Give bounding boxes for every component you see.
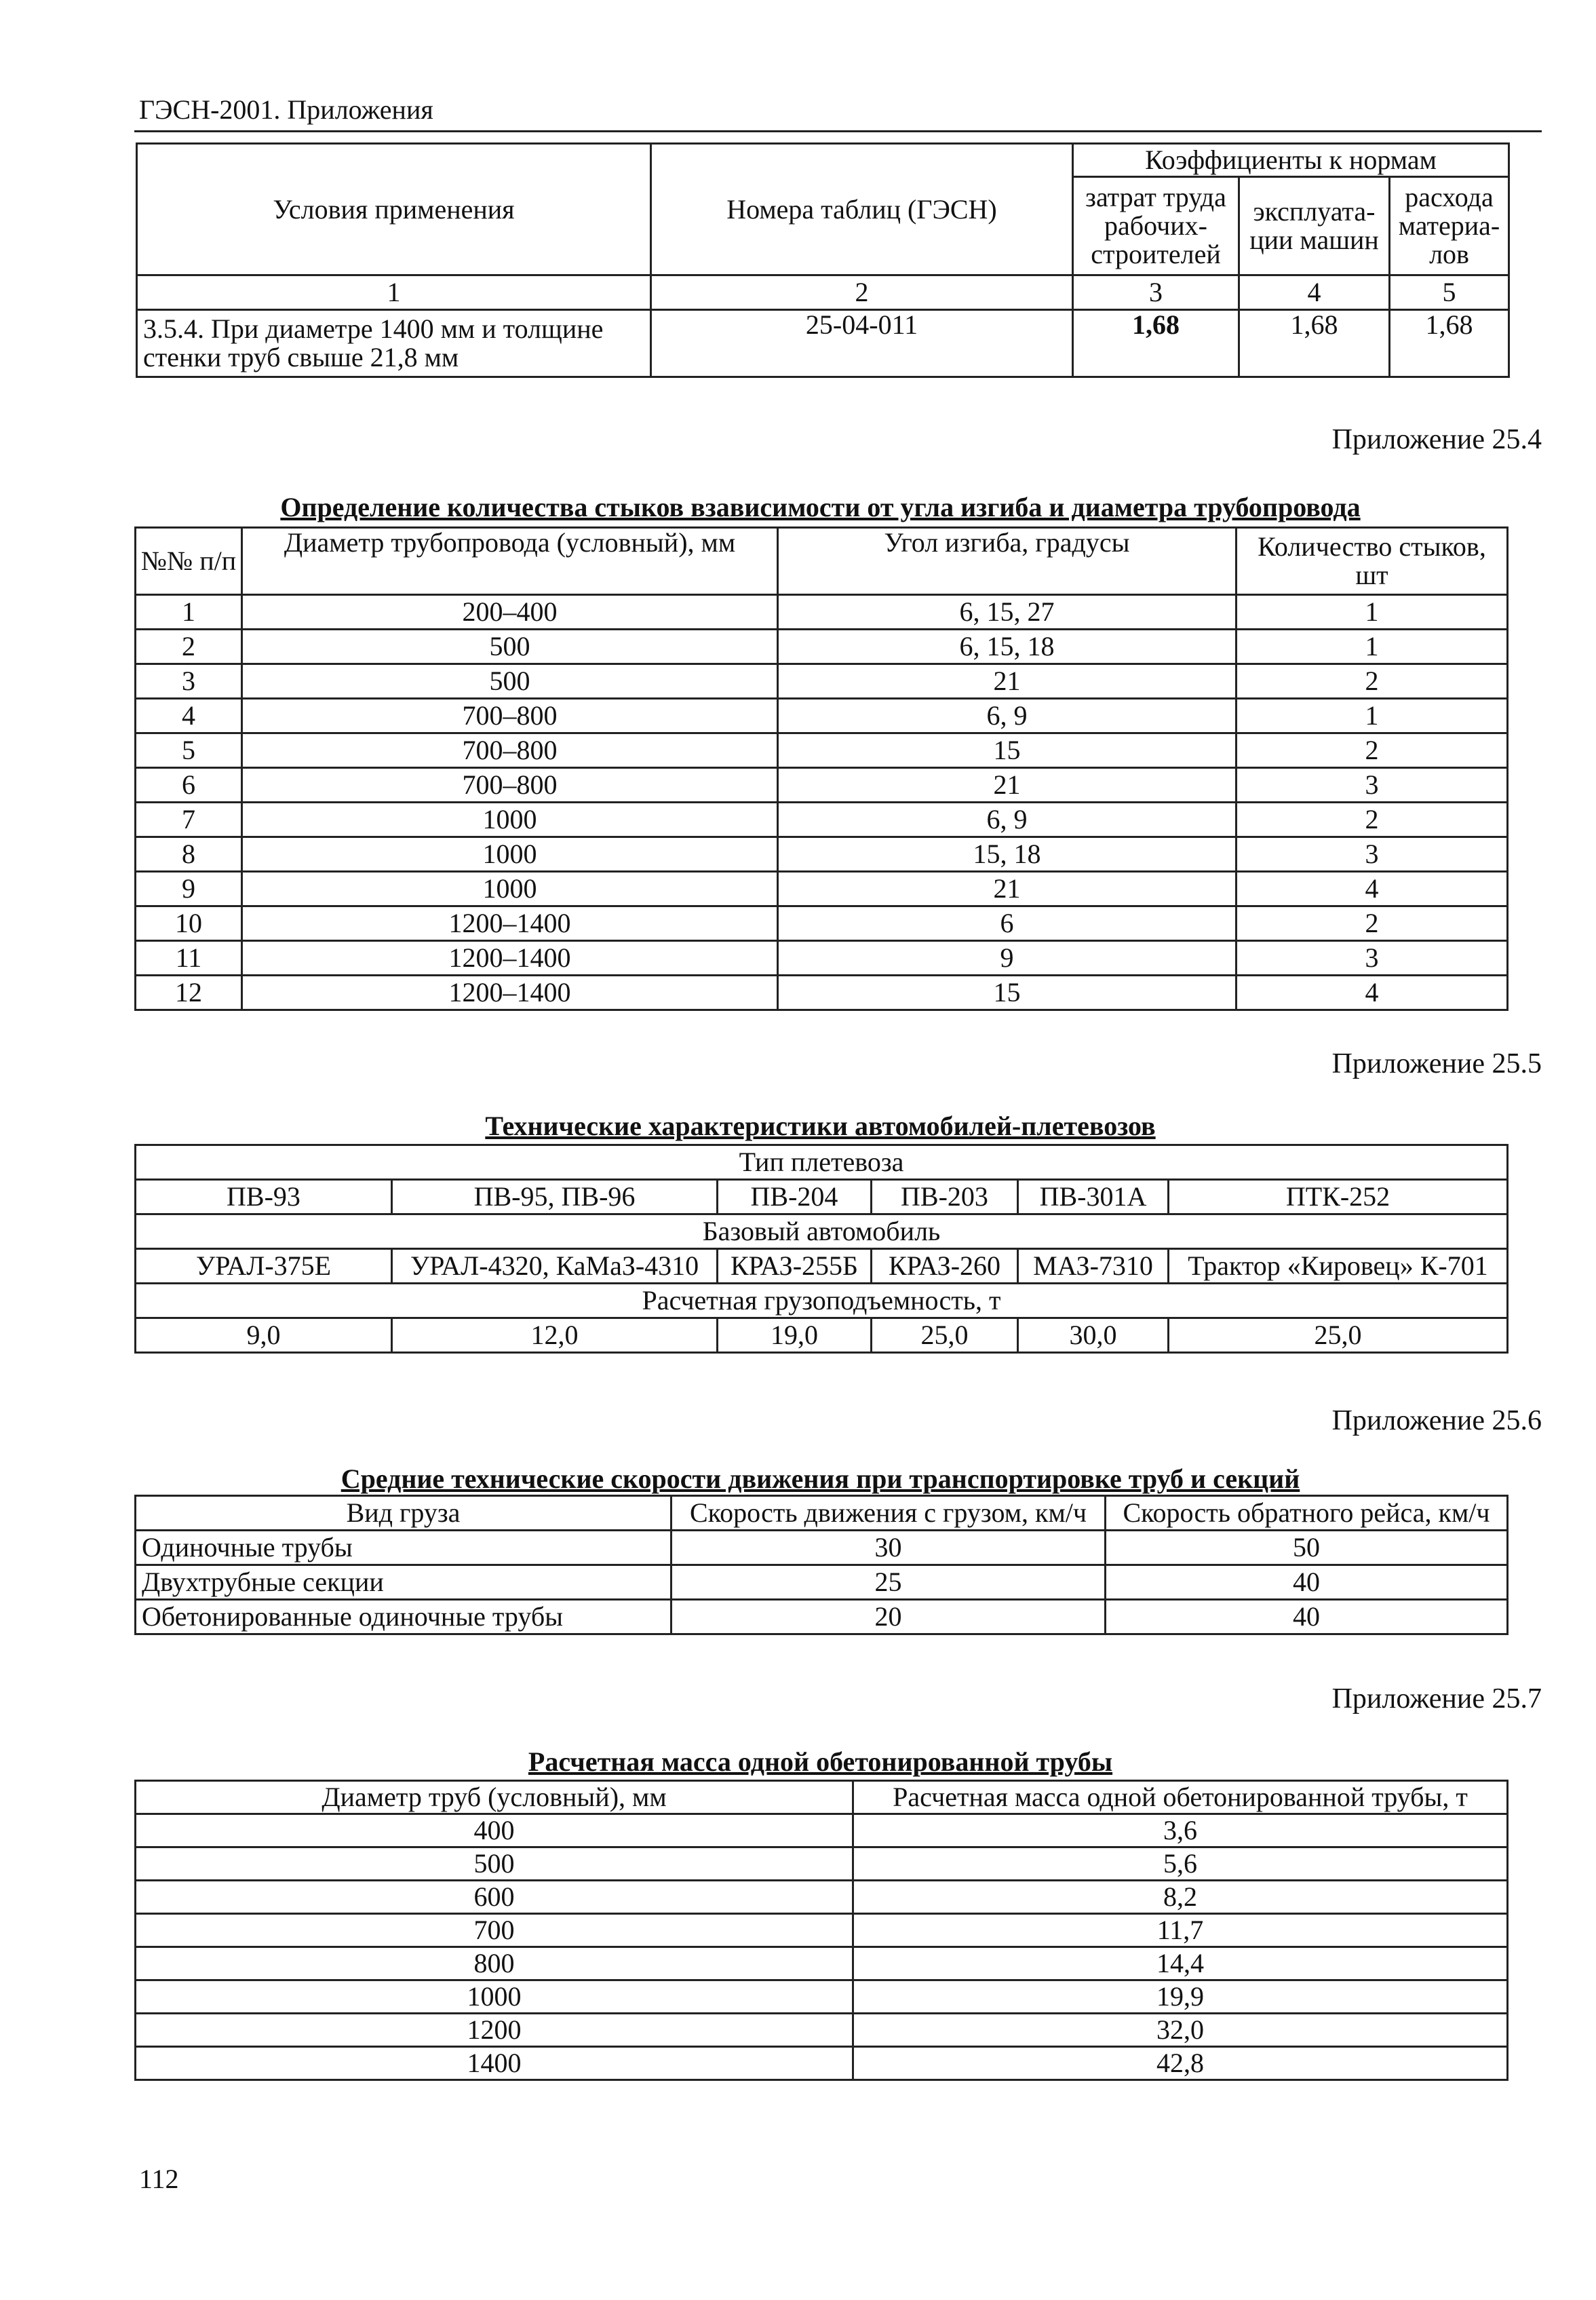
angle-cell: 21	[778, 872, 1237, 906]
angle-cell: 21	[778, 664, 1237, 699]
diameter-cell: 400	[136, 1814, 853, 1847]
subheader-machines: эксплуата-ции машин	[1239, 177, 1390, 275]
number-cell: 3	[136, 664, 242, 699]
mass-cell: 3,6	[853, 1814, 1508, 1847]
tables-cell: 25-04-011	[651, 310, 1073, 377]
col-header-joints: Количество стыков, шт	[1237, 528, 1508, 595]
diameter-cell: 500	[242, 630, 778, 664]
mass-cell: 32,0	[853, 2014, 1508, 2047]
table-row	[136, 1847, 1508, 1881]
table-header-row	[136, 1496, 1508, 1531]
type-cell: ПВ-95, ПВ-96	[392, 1180, 718, 1214]
number-cell: 11	[136, 941, 242, 976]
diameter-cell: 800	[136, 1947, 853, 1980]
capacity-cell: 12,0	[392, 1318, 718, 1353]
column-number-row	[137, 275, 1509, 310]
angle-cell: 6, 15, 18	[778, 630, 1237, 664]
diameter-cell: 600	[136, 1881, 853, 1914]
diameter-cell: 1200–1400	[242, 941, 778, 976]
coefficients-table	[136, 142, 1510, 378]
mass-cell: 42,8	[853, 2047, 1508, 2080]
diameter-cell: 700	[136, 1914, 853, 1947]
col-number: 5	[1390, 275, 1509, 310]
table-row	[136, 1600, 1508, 1634]
capacity-cell: 9,0	[136, 1318, 392, 1353]
col-number: 3	[1073, 275, 1239, 310]
number-cell: 6	[136, 768, 242, 803]
capacity-header: Расчетная грузоподъемность, т	[136, 1284, 1508, 1318]
number-cell: 7	[136, 803, 242, 837]
diameter-cell: 1000	[136, 1980, 853, 2014]
diameter-cell: 1000	[242, 837, 778, 872]
pipe-carriers-table	[134, 1144, 1509, 1354]
type-cell: ПВ-204	[718, 1180, 872, 1214]
appendix-label: Приложение 25.4	[1331, 424, 1542, 455]
col-header-cargo: Вид груза	[136, 1496, 672, 1531]
number-cell: 10	[136, 906, 242, 941]
speeds-table	[134, 1495, 1509, 1635]
page-number: 112	[139, 2164, 179, 2194]
base-cell: УРАЛ-375Е	[136, 1249, 392, 1284]
joints-cell: 2	[1237, 803, 1508, 837]
col-header-number: №№ п/п	[136, 528, 242, 595]
table-row	[136, 803, 1508, 837]
table-row	[136, 1814, 1508, 1847]
joints-cell: 3	[1237, 837, 1508, 872]
table-row	[136, 595, 1508, 630]
cargo-cell: Одиночные трубы	[136, 1531, 672, 1565]
joints-cell: 1	[1237, 630, 1508, 664]
value-cell: 1,68	[1239, 310, 1390, 377]
running-head: ГЭСН-2001. Приложения	[139, 94, 433, 125]
capacity-cell: 25,0	[872, 1318, 1018, 1353]
condition-cell: 3.5.4. При диаметре 1400 мм и толщине стенки труб свыше 21,8 мм	[137, 310, 651, 377]
appendix-label: Приложение 25.7	[1331, 1683, 1542, 1714]
angle-cell: 15	[778, 976, 1237, 1010]
joints-cell: 1	[1237, 595, 1508, 630]
angle-cell: 6, 15, 27	[778, 595, 1237, 630]
diameter-cell: 1200–1400	[242, 976, 778, 1010]
joints-table	[134, 526, 1509, 1011]
table-row	[136, 733, 1508, 768]
diameter-cell: 1000	[242, 803, 778, 837]
col-header-angle: Угол изгиба, градусы	[778, 528, 1237, 595]
type-cell: ПВ-301А	[1018, 1180, 1169, 1214]
base-cell: УРАЛ-4320, КаМаЗ-4310	[392, 1249, 718, 1284]
table-row	[136, 906, 1508, 941]
joints-cell: 3	[1237, 768, 1508, 803]
capacity-cell: 19,0	[718, 1318, 872, 1353]
table-row	[136, 1914, 1508, 1947]
type-cell: ПВ-203	[872, 1180, 1018, 1214]
subheader-labor: затрат труда рабочих-строителей	[1073, 177, 1239, 275]
type-cell: ПВ-93	[136, 1180, 392, 1214]
col-header-coefficients: Коэффициенты к нормам	[1073, 144, 1509, 177]
subheader-materials: расхода материа-лов	[1390, 177, 1509, 275]
pipe-mass-table	[134, 1780, 1509, 2081]
base-cell: МАЗ-7310	[1018, 1249, 1169, 1284]
angle-cell: 15, 18	[778, 837, 1237, 872]
angle-cell: 21	[778, 768, 1237, 803]
table-row	[136, 1881, 1508, 1914]
table-row	[136, 699, 1508, 733]
col-header-loaded-speed: Скорость движения с грузом, км/ч	[672, 1496, 1106, 1531]
base-cell: КРАЗ-260	[872, 1249, 1018, 1284]
capacity-cell: 30,0	[1018, 1318, 1169, 1353]
table-row	[136, 2047, 1508, 2080]
base-header: Базовый автомобиль	[136, 1214, 1508, 1249]
table-row	[136, 837, 1508, 872]
table-header-row	[136, 528, 1508, 595]
appendix-label: Приложение 25.6	[1331, 1405, 1542, 1436]
table-row	[136, 976, 1508, 1010]
diameter-cell: 500	[242, 664, 778, 699]
angle-cell: 6	[778, 906, 1237, 941]
loaded-speed-cell: 20	[672, 1600, 1106, 1634]
diameter-cell: 1400	[136, 2047, 853, 2080]
value-cell: 1,68	[1073, 310, 1239, 377]
diameter-cell: 700–800	[242, 733, 778, 768]
table-row	[136, 941, 1508, 976]
joints-cell: 2	[1237, 906, 1508, 941]
group-header-row	[136, 1284, 1508, 1318]
col-number: 1	[137, 275, 651, 310]
angle-cell: 6, 9	[778, 803, 1237, 837]
mass-cell: 5,6	[853, 1847, 1508, 1881]
appendix-label: Приложение 25.5	[1331, 1048, 1542, 1079]
types-row	[136, 1180, 1508, 1214]
joints-cell: 2	[1237, 664, 1508, 699]
number-cell: 4	[136, 699, 242, 733]
joints-cell: 4	[1237, 976, 1508, 1010]
number-cell: 5	[136, 733, 242, 768]
diameter-cell: 500	[136, 1847, 853, 1881]
number-cell: 8	[136, 837, 242, 872]
section-title: Определение количества стыков взависимости от угла изгиба и диаметра трубопровода	[280, 492, 1361, 522]
section-title: Расчетная масса одной обетонированной трубы	[528, 1746, 1113, 1777]
diameter-cell: 200–400	[242, 595, 778, 630]
col-header-diameter: Диаметр трубопровода (условный), мм	[242, 528, 778, 595]
loaded-speed-cell: 30	[672, 1531, 1106, 1565]
capacity-cell: 25,0	[1169, 1318, 1508, 1353]
number-cell: 1	[136, 595, 242, 630]
angle-cell: 15	[778, 733, 1237, 768]
number-cell: 2	[136, 630, 242, 664]
group-header-row	[136, 1214, 1508, 1249]
table-header-row	[137, 144, 1509, 177]
loaded-speed-cell: 25	[672, 1565, 1106, 1600]
mass-cell: 11,7	[853, 1914, 1508, 1947]
table-row	[136, 630, 1508, 664]
mass-cell: 8,2	[853, 1881, 1508, 1914]
diameter-cell: 700–800	[242, 768, 778, 803]
base-cell: КРАЗ-255Б	[718, 1249, 872, 1284]
col-number: 4	[1239, 275, 1390, 310]
number-cell: 12	[136, 976, 242, 1010]
joints-cell: 3	[1237, 941, 1508, 976]
return-speed-cell: 50	[1106, 1531, 1508, 1565]
table-row	[136, 664, 1508, 699]
type-cell: ПТК-252	[1169, 1180, 1508, 1214]
joints-cell: 4	[1237, 872, 1508, 906]
col-number: 2	[651, 275, 1073, 310]
group-header-row	[136, 1145, 1508, 1180]
table-row	[136, 1980, 1508, 2014]
section-title: Технические характеристики автомобилей-плетевозов	[485, 1111, 1156, 1141]
table-header-row	[136, 1781, 1508, 1814]
cargo-cell: Обетонированные одиночные трубы	[136, 1600, 672, 1634]
base-cell: Трактор «Кировец» К-701	[1169, 1249, 1508, 1284]
number-cell: 9	[136, 872, 242, 906]
angle-cell: 9	[778, 941, 1237, 976]
return-speed-cell: 40	[1106, 1565, 1508, 1600]
table-row	[136, 768, 1508, 803]
col-header-return-speed: Скорость обратного рейса, км/ч	[1106, 1496, 1508, 1531]
col-header-tables: Номера таблиц (ГЭСН)	[651, 144, 1073, 275]
mass-cell: 19,9	[853, 1980, 1508, 2014]
type-header: Тип плетевоза	[136, 1145, 1508, 1180]
capacities-row	[136, 1318, 1508, 1353]
diameter-cell: 1200	[136, 2014, 853, 2047]
joints-cell: 2	[1237, 733, 1508, 768]
cargo-cell: Двухтрубные секции	[136, 1565, 672, 1600]
table-row	[136, 1947, 1508, 1980]
bases-row	[136, 1249, 1508, 1284]
diameter-cell: 1000	[242, 872, 778, 906]
col-header-diameter: Диаметр труб (условный), мм	[136, 1781, 853, 1814]
mass-cell: 14,4	[853, 1947, 1508, 1980]
angle-cell: 6, 9	[778, 699, 1237, 733]
diameter-cell: 1200–1400	[242, 906, 778, 941]
table-row	[136, 2014, 1508, 2047]
col-header-mass: Расчетная масса одной обетонированной трубы, т	[853, 1781, 1508, 1814]
table-row	[136, 872, 1508, 906]
return-speed-cell: 40	[1106, 1600, 1508, 1634]
value-cell: 1,68	[1390, 310, 1509, 377]
col-header-conditions: Условия применения	[137, 144, 651, 275]
joints-cell: 1	[1237, 699, 1508, 733]
table-row	[136, 1565, 1508, 1600]
diameter-cell: 700–800	[242, 699, 778, 733]
header-rule	[134, 130, 1542, 132]
table-row	[136, 1531, 1508, 1565]
table-row	[137, 310, 1509, 377]
section-title: Средние технические скорости движения при транспортировке труб и секций	[340, 1463, 1300, 1494]
